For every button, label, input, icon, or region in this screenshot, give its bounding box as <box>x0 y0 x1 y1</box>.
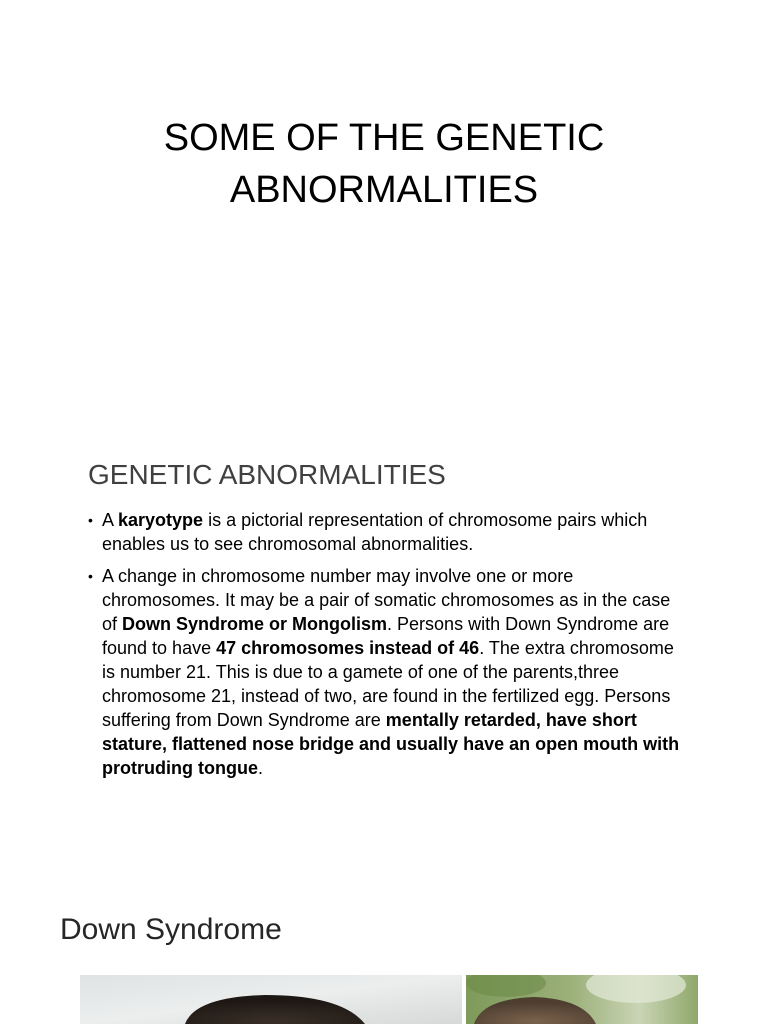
text-segment: . The extra chromosome is number 21. This is due to a gamete of one of the parents,three chromosome 21, instead of two, are found in the fertilized egg. Persons suffering from Down Syndrome are <box>102 638 674 730</box>
slide-heading: GENETIC ABNORMALITIES <box>88 459 446 490</box>
slide-heading: Down Syndrome <box>60 913 282 946</box>
bold-term: karyotype <box>118 510 204 530</box>
bold-term: mentally retarded, have short stature, flattened nose bridge and usually have an open mouth with protruding tongue <box>102 710 680 778</box>
text-segment: A change in chromosome number may involve one or more chromosomes. It may be a pair of somatic chromosomes as in the case of <box>102 566 671 634</box>
bullet-icon: • <box>88 568 93 584</box>
child-portrait-photo-icon <box>80 975 462 1024</box>
bullet-list <box>88 508 684 788</box>
down-syndrome-slide <box>0 890 768 1024</box>
child-portrait-photo-right <box>466 975 698 1024</box>
slide-title: SOME OF THE GENETIC ABNORMALITIES <box>163 117 605 211</box>
child-portrait-photo-left <box>80 975 462 1024</box>
bullet-item <box>88 508 684 556</box>
bullet-item <box>88 564 684 780</box>
bullet-text <box>102 510 647 554</box>
text-segment: is a pictorial representation of chromosome pairs which enables us to see chromosomal abnormalities. <box>102 510 648 554</box>
genetic-abnormalities-slide <box>0 420 768 890</box>
title-slide <box>0 0 768 420</box>
child-portrait-photo-icon <box>466 975 698 1024</box>
bold-term: Down Syndrome or Mongolism <box>122 614 388 634</box>
text-segment: A <box>102 510 119 530</box>
text-segment: . <box>257 758 263 778</box>
bullet-icon: • <box>88 512 93 528</box>
bold-term: 47 chromosomes instead of 46 <box>216 638 480 658</box>
bullet-text <box>102 566 679 778</box>
text-segment: . Persons with Down Syndrome are found to have <box>102 614 670 658</box>
